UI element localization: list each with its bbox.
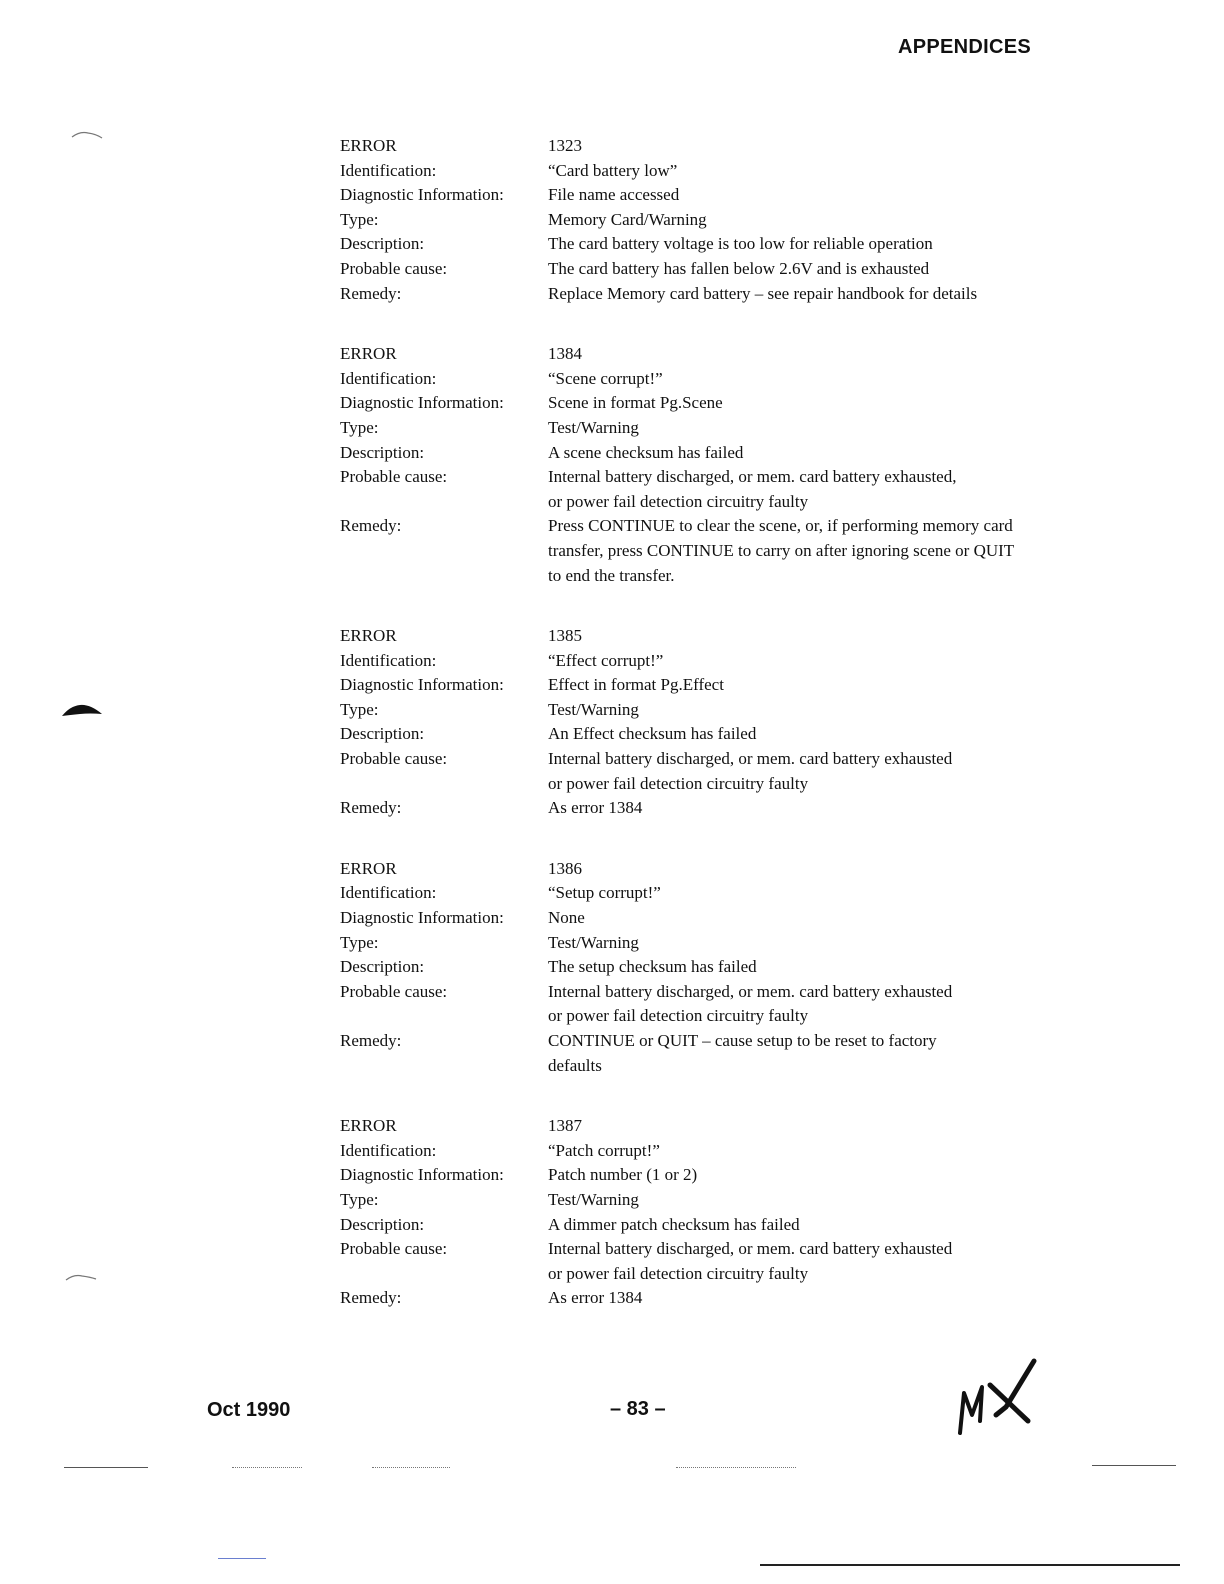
field-value: 1384	[548, 344, 582, 364]
field-label: Type:	[340, 209, 379, 229]
scan-line	[760, 1564, 1180, 1566]
field-label	[340, 1262, 548, 1287]
mx-logo	[950, 1355, 1042, 1439]
error-row	[340, 747, 1050, 772]
field-value: “Patch corrupt!”	[548, 1140, 660, 1160]
error-row	[340, 159, 1050, 184]
error-row	[340, 416, 1050, 441]
error-list	[340, 134, 1050, 1347]
field-label	[340, 490, 548, 515]
error-row	[340, 441, 1050, 466]
field-value: The card battery voltage is too low for reliable operation	[548, 234, 933, 254]
field-label: Remedy:	[340, 1031, 402, 1050]
field-value: The setup checksum has failed	[548, 957, 757, 977]
field-value: CONTINUE or QUIT – cause setup to be reset to factory	[548, 1031, 937, 1050]
scan-line	[372, 1467, 450, 1468]
field-label: Description:	[340, 957, 425, 977]
error-row	[340, 367, 1050, 392]
error-row	[340, 722, 1050, 747]
field-label: Type:	[340, 1189, 379, 1209]
field-label: Probable cause:	[340, 981, 448, 1001]
error-row	[340, 342, 1050, 367]
field-value: An Effect checksum has failed	[548, 724, 757, 744]
error-row	[340, 796, 1050, 821]
error-row	[340, 955, 1050, 980]
field-value: to end the transfer.	[548, 565, 675, 585]
error-row	[340, 906, 1050, 931]
scan-mark	[70, 128, 104, 140]
scan-line	[1092, 1465, 1176, 1466]
field-label: Type:	[340, 417, 379, 437]
field-value: Effect in format Pg.Effect	[548, 675, 724, 695]
error-row	[340, 282, 1050, 307]
field-label: Description:	[340, 1214, 425, 1234]
error-row	[340, 1262, 1050, 1287]
error-block	[340, 1114, 1050, 1311]
scan-mark	[64, 1270, 98, 1282]
field-label: Remedy:	[340, 283, 402, 303]
scan-line	[232, 1467, 302, 1468]
field-label: Diagnostic Information:	[340, 908, 504, 928]
field-label: Diagnostic Information:	[340, 185, 504, 205]
field-label: Description:	[340, 724, 425, 744]
field-label: Identification:	[340, 1140, 437, 1160]
field-label	[340, 539, 548, 564]
field-value: Replace Memory card battery – see repair handbook for details	[548, 283, 978, 303]
field-value: or power fail detection circuitry faulty	[548, 1006, 809, 1026]
field-label: Remedy:	[340, 798, 402, 818]
error-row	[340, 1213, 1050, 1238]
field-label: Description:	[340, 234, 425, 254]
field-label: Type:	[340, 932, 379, 952]
page-number: – 83 –	[610, 1398, 666, 1420]
error-row	[340, 857, 1050, 882]
field-value: Test/Warning	[548, 417, 639, 437]
section-title: APPENDICES	[897, 36, 1031, 58]
error-row	[340, 673, 1050, 698]
error-row	[340, 1286, 1050, 1311]
field-value: Scene in format Pg.Scene	[548, 393, 723, 413]
field-label	[340, 564, 548, 589]
field-value: or power fail detection circuitry faulty	[548, 1263, 809, 1283]
error-block	[340, 624, 1050, 821]
error-row	[340, 980, 1050, 1005]
error-block	[340, 342, 1050, 588]
field-value: Internal battery discharged, or mem. card battery exhausted,	[548, 467, 957, 487]
field-label: ERROR	[340, 1116, 397, 1136]
field-value: Press CONTINUE to clear the scene, or, if performing memory card	[548, 516, 1013, 536]
field-value: 1386	[548, 858, 582, 878]
error-row	[340, 1114, 1050, 1139]
field-label: Probable cause:	[340, 749, 448, 769]
error-block	[340, 857, 1050, 1078]
field-value: Test/Warning	[548, 932, 639, 952]
field-value: or power fail detection circuitry faulty	[548, 773, 809, 793]
error-row	[340, 1054, 1050, 1079]
error-row	[340, 208, 1050, 233]
field-value: The card battery has fallen below 2.6V and is exhausted	[548, 258, 930, 278]
scan-line	[218, 1558, 266, 1559]
field-value: None	[548, 908, 585, 928]
field-label: ERROR	[340, 344, 397, 364]
field-value: Internal battery discharged, or mem. card battery exhausted	[548, 1239, 953, 1259]
field-label: Remedy:	[340, 516, 402, 536]
error-row	[340, 490, 1050, 515]
error-row	[340, 257, 1050, 282]
field-label: Type:	[340, 699, 379, 719]
field-value: defaults	[548, 1055, 602, 1075]
scan-line	[64, 1467, 148, 1468]
error-row	[340, 232, 1050, 257]
field-value: Memory Card/Warning	[548, 209, 707, 229]
field-value: Internal battery discharged, or mem. card battery exhausted	[548, 981, 953, 1001]
field-label: Probable cause:	[340, 258, 448, 278]
error-row	[340, 881, 1050, 906]
field-value: Internal battery discharged, or mem. card battery exhausted	[548, 749, 953, 769]
field-label: Diagnostic Information:	[340, 1165, 504, 1185]
error-row	[340, 134, 1050, 159]
field-value: transfer, press CONTINUE to carry on after ignoring scene or QUIT	[548, 540, 1015, 560]
error-row	[340, 1188, 1050, 1213]
field-value: As error 1384	[548, 798, 643, 818]
field-label: ERROR	[340, 626, 397, 646]
field-label: Probable cause:	[340, 1239, 448, 1259]
error-row	[340, 931, 1050, 956]
field-label: Identification:	[340, 650, 437, 670]
error-row	[340, 649, 1050, 674]
error-row	[340, 514, 1050, 539]
field-value: A scene checksum has failed	[548, 442, 744, 462]
error-row	[340, 1004, 1050, 1029]
field-value: 1387	[548, 1116, 582, 1136]
field-value: or power fail detection circuitry faulty	[548, 491, 809, 511]
footer-date: Oct 1990	[207, 1399, 291, 1421]
field-label	[340, 1004, 548, 1029]
field-value: A dimmer patch checksum has failed	[548, 1214, 800, 1234]
error-row	[340, 772, 1050, 797]
field-label: ERROR	[340, 136, 397, 155]
field-label: Description:	[340, 442, 425, 462]
error-row	[340, 1237, 1050, 1262]
error-row	[340, 1139, 1050, 1164]
field-value: “Scene corrupt!”	[548, 368, 663, 388]
error-row	[340, 564, 1050, 589]
field-label: Identification:	[340, 883, 437, 903]
error-block	[340, 134, 1050, 306]
field-label: Remedy:	[340, 1288, 402, 1308]
field-label	[340, 772, 548, 797]
error-row	[340, 391, 1050, 416]
field-value: “Effect corrupt!”	[548, 650, 664, 670]
field-value: Patch number (1 or 2)	[548, 1165, 698, 1185]
error-row	[340, 698, 1050, 723]
field-value: “Card battery low”	[548, 160, 678, 180]
field-label	[340, 1054, 548, 1079]
error-row	[340, 183, 1050, 208]
error-row	[340, 539, 1050, 564]
error-row	[340, 465, 1050, 490]
field-value: Test/Warning	[548, 699, 639, 719]
field-label: Diagnostic Information:	[340, 393, 504, 413]
field-label: Identification:	[340, 368, 437, 388]
field-value: 1323	[548, 136, 582, 155]
scan-mark	[60, 700, 104, 720]
field-value: As error 1384	[548, 1288, 643, 1308]
field-value: “Setup corrupt!”	[548, 883, 661, 903]
scan-line	[676, 1467, 796, 1468]
field-label: ERROR	[340, 858, 397, 878]
field-value: 1385	[548, 626, 582, 646]
field-label: Probable cause:	[340, 467, 448, 487]
error-row	[340, 1029, 1050, 1054]
field-label: Identification:	[340, 160, 437, 180]
field-value: File name accessed	[548, 185, 680, 205]
error-row	[340, 624, 1050, 649]
field-value: Test/Warning	[548, 1189, 639, 1209]
field-label: Diagnostic Information:	[340, 675, 504, 695]
error-row	[340, 1163, 1050, 1188]
